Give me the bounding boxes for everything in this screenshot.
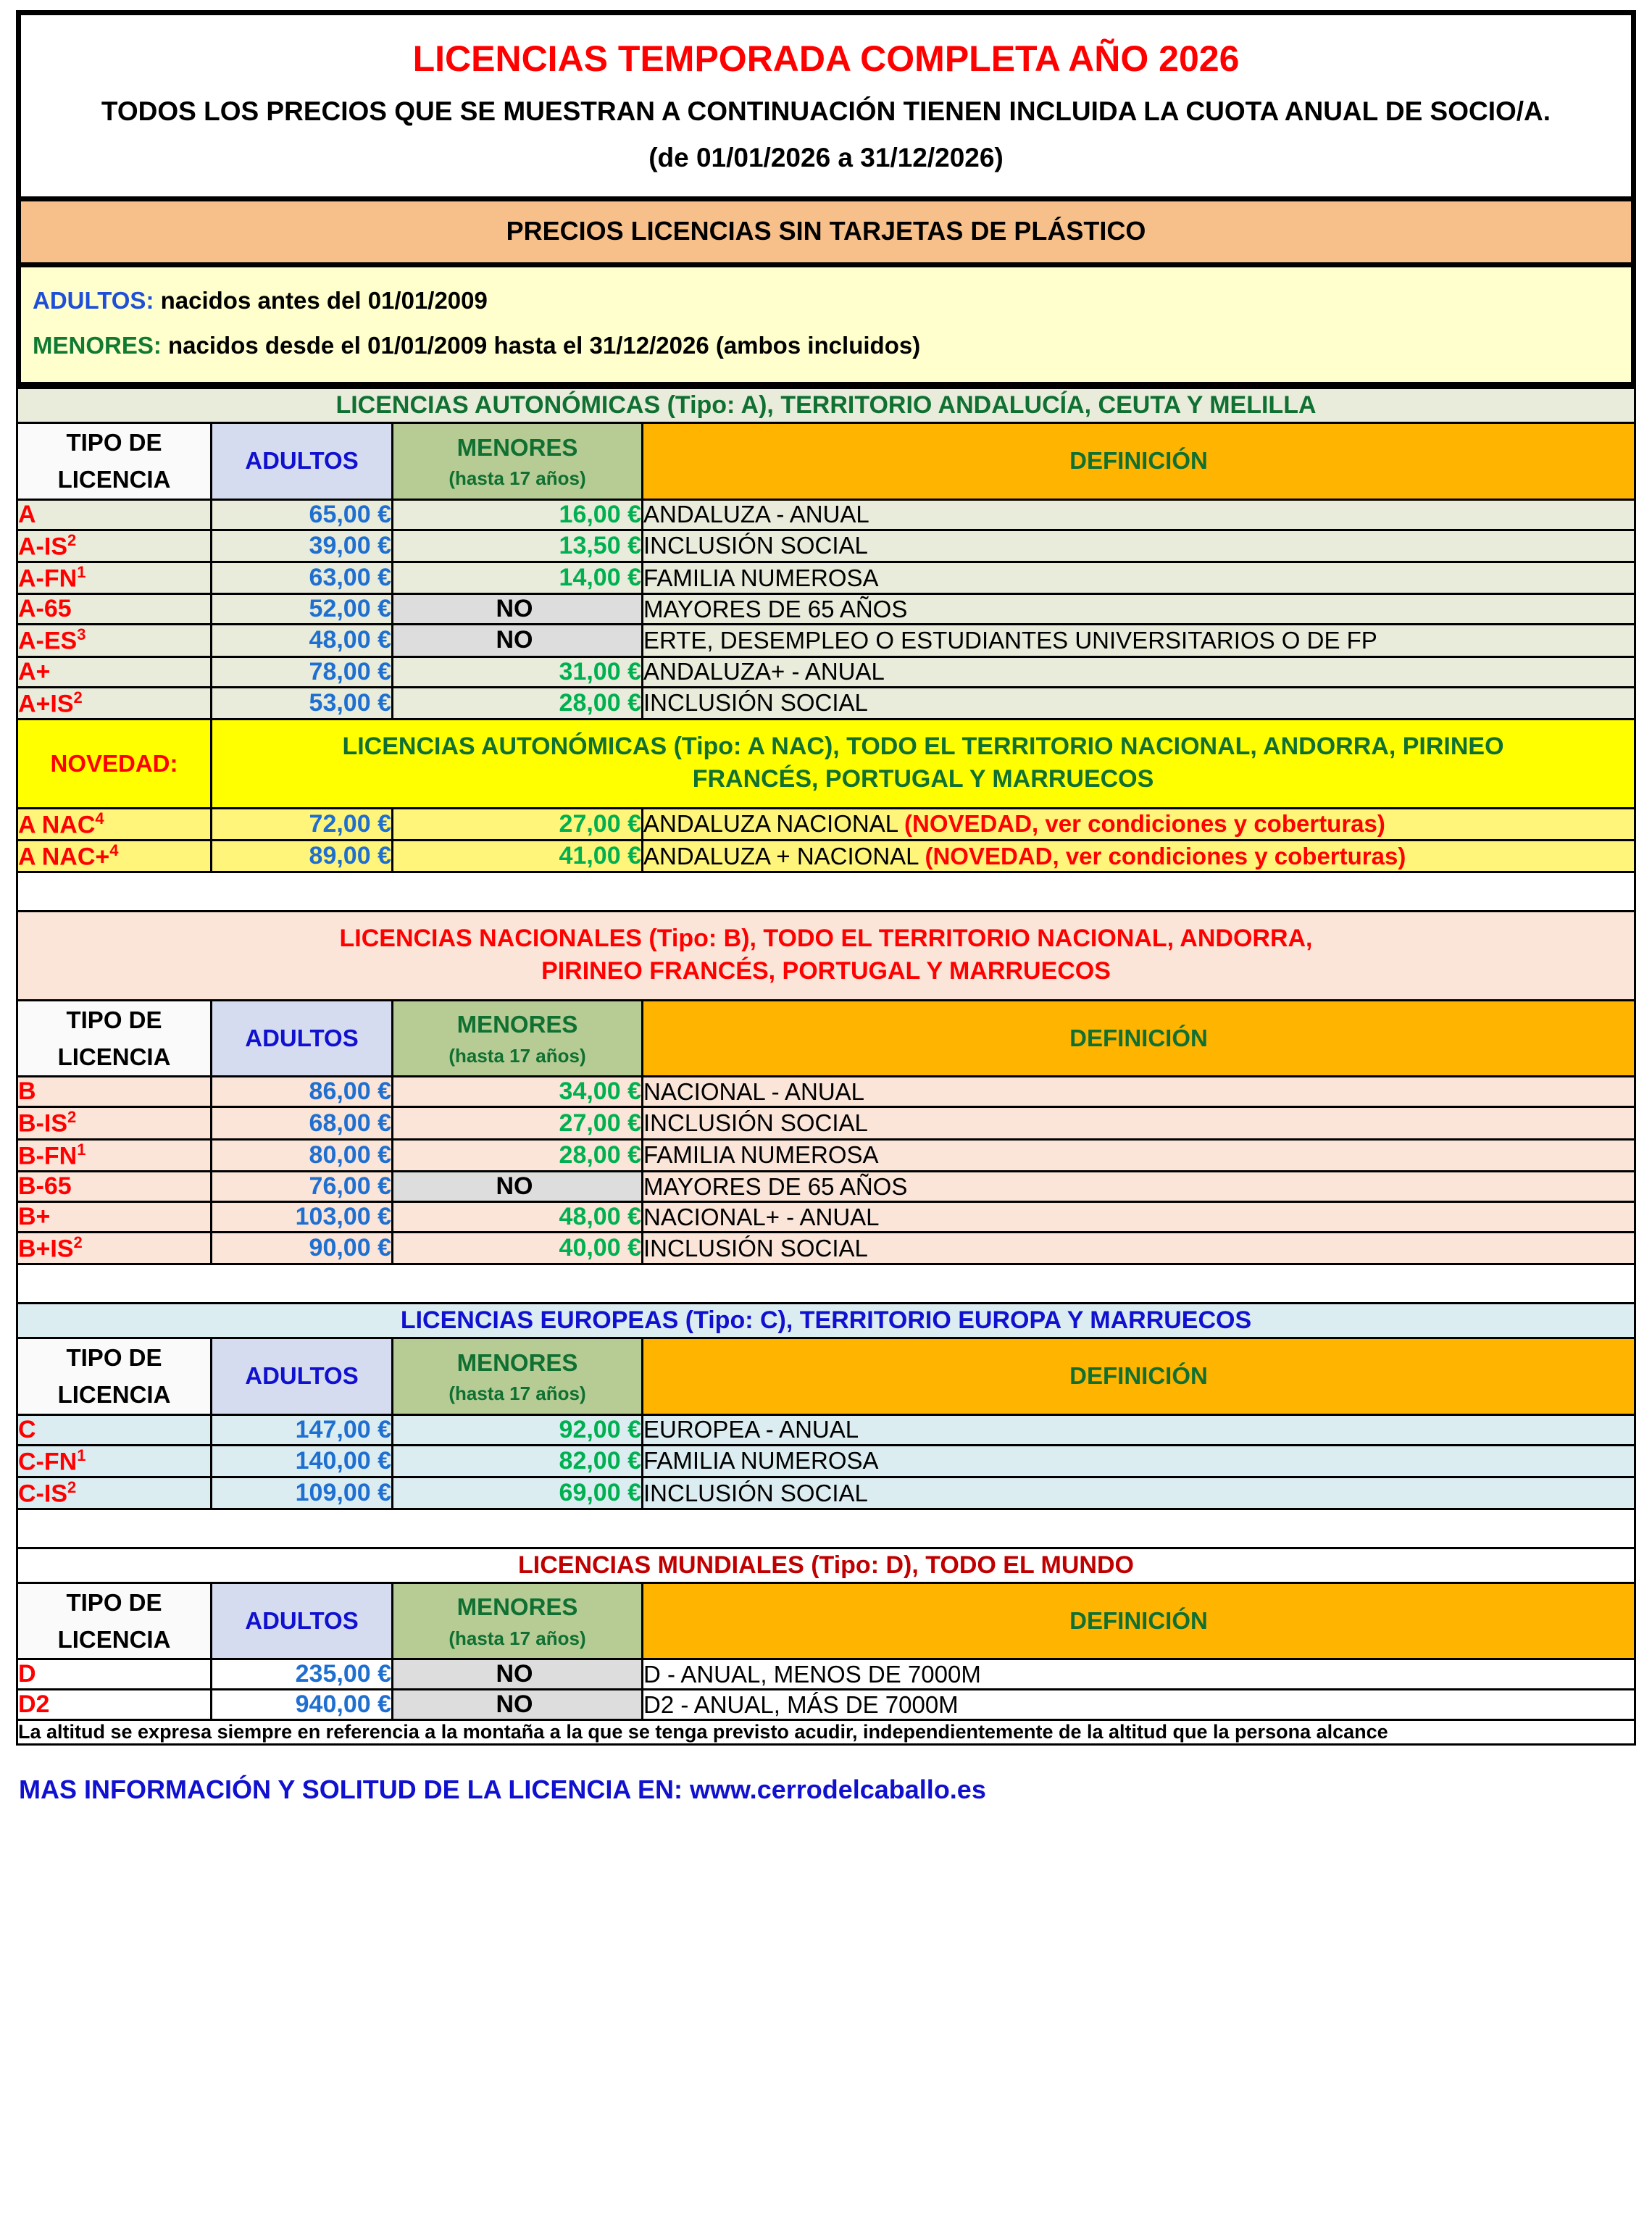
row-tipo-text: C-FN: [18, 1447, 78, 1475]
row-adultos: 65,00 €: [212, 499, 393, 530]
row-menores: 92,00 €: [393, 1414, 643, 1445]
row-menores: 13,50 €: [393, 530, 643, 562]
page-subtitle: TODOS LOS PRECIOS QUE SE MUESTRAN A CONTINUACIÓN TIENEN INCLUIDA LA CUOTA ANUAL DE SOCIO/A.: [101, 96, 1551, 126]
row-adultos: 147,00 €: [212, 1414, 393, 1445]
row-tipo: [17, 687, 212, 719]
page-title: LICENCIAS TEMPORADA COMPLETA AÑO 2026: [412, 38, 1240, 79]
table-row: [17, 1202, 1635, 1233]
row-adultos: 940,00 €: [212, 1690, 393, 1720]
col-header-menores-main: MENORES: [456, 433, 578, 461]
col-header-menores-main: MENORES: [456, 1593, 578, 1621]
row-tipo: [17, 1233, 212, 1264]
row-definicion-highlight: (NOVEDAD, ver condiciones y coberturas): [925, 842, 1406, 870]
validity-dates: (de 01/01/2026 a 31/12/2026): [648, 143, 1004, 173]
row-tipo-sup: 2: [73, 688, 83, 706]
col-header-tipo: [17, 1001, 212, 1077]
row-definicion: INCLUSIÓN SOCIAL: [643, 1477, 1635, 1509]
row-tipo: [17, 1477, 212, 1509]
row-tipo: [17, 530, 212, 562]
col-header-tipo-line2: LICENCIA: [57, 1043, 171, 1071]
col-header-menores: [393, 1001, 643, 1077]
col-header-menores: [393, 1338, 643, 1414]
row-tipo: [17, 1107, 212, 1139]
row-adultos: 63,00 €: [212, 562, 393, 593]
section-a-title-row: [17, 388, 1635, 423]
col-header-adultos: ADULTOS: [212, 1583, 393, 1659]
table-row: [17, 1690, 1635, 1720]
row-tipo-sup: 2: [67, 1477, 77, 1496]
col-header-definicion: DEFINICIÓN: [643, 1001, 1635, 1077]
section-anac-title: [212, 719, 1635, 808]
row-adultos: 80,00 €: [212, 1139, 393, 1171]
section-b-header-row: [17, 1001, 1635, 1077]
row-menores: NO: [393, 1172, 643, 1202]
row-definicion: [643, 841, 1635, 872]
row-menores: NO: [393, 625, 643, 656]
row-tipo-sup: 4: [109, 841, 119, 860]
row-menores: 69,00 €: [393, 1477, 643, 1509]
col-header-tipo: [17, 1583, 212, 1659]
row-adultos: 72,00 €: [212, 808, 393, 840]
row-menores: NO: [393, 594, 643, 625]
legend-adultos-text: nacidos antes del 01/01/2009: [154, 286, 488, 314]
table-row: [17, 1172, 1635, 1202]
col-header-definicion: DEFINICIÓN: [643, 1338, 1635, 1414]
section-c-header-row: [17, 1338, 1635, 1414]
legend-adultos: [33, 288, 1619, 314]
row-tipo: [17, 499, 212, 530]
row-tipo-text: A: [18, 500, 36, 528]
row-definicion-text: ANDALUZA + NACIONAL: [643, 842, 925, 870]
table-row: [17, 808, 1635, 840]
more-info-note: MAS INFORMACIÓN Y SOLITUD DE LA LICENCIA EN: www.cerrodelcaballo.es: [19, 1775, 986, 1805]
section-anac-title-row: [17, 719, 1635, 808]
table-row: [17, 1659, 1635, 1690]
plastic-cards-strip-frame: [16, 201, 1636, 267]
table-row: [17, 1414, 1635, 1445]
col-header-tipo-line2: LICENCIA: [57, 466, 171, 493]
title-block: [21, 15, 1631, 196]
row-tipo-text: C-IS: [18, 1480, 67, 1508]
row-tipo-text: D: [18, 1660, 36, 1688]
row-tipo: [17, 562, 212, 593]
table-row: [17, 499, 1635, 530]
section-spacer: [17, 872, 1635, 912]
col-header-tipo-line1: TIPO DE: [66, 1589, 162, 1617]
table-row: [17, 1139, 1635, 1171]
row-tipo-sup: 1: [77, 1140, 86, 1159]
row-definicion: ANDALUZA+ - ANUAL: [643, 656, 1635, 687]
title-frame: [16, 10, 1636, 201]
col-header-definicion: DEFINICIÓN: [643, 1583, 1635, 1659]
row-tipo-text: B-FN: [18, 1142, 78, 1170]
row-menores: 34,00 €: [393, 1077, 643, 1107]
row-menores: 40,00 €: [393, 1233, 643, 1264]
row-definicion: INCLUSIÓN SOCIAL: [643, 530, 1635, 562]
section-b-title-row: [17, 912, 1635, 1001]
col-header-tipo: [17, 423, 212, 499]
row-tipo-text: A-ES: [18, 627, 78, 655]
row-definicion: INCLUSIÓN SOCIAL: [643, 687, 1635, 719]
row-tipo: [17, 1202, 212, 1233]
table-row: [17, 1477, 1635, 1509]
row-tipo-text: B-65: [18, 1172, 72, 1201]
row-definicion-text: ANDALUZA NACIONAL: [643, 810, 905, 838]
row-tipo-sup: 2: [67, 1108, 77, 1127]
row-tipo-text: D2: [18, 1690, 50, 1719]
altitude-footnote: La altitud se expresa siempre en referencia a la montaña a la que se tenga previsto acudir, independientemente de la altitud que la persona alcance: [17, 1720, 1635, 1745]
row-tipo-text: B: [18, 1077, 36, 1106]
row-adultos: 68,00 €: [212, 1107, 393, 1139]
row-tipo: [17, 1659, 212, 1690]
section-d-title-row: [17, 1548, 1635, 1583]
row-menores: 82,00 €: [393, 1445, 643, 1477]
table-row: [17, 1107, 1635, 1139]
row-definicion: FAMILIA NUMEROSA: [643, 562, 1635, 593]
row-adultos: 78,00 €: [212, 656, 393, 687]
legend-frame: [16, 267, 1636, 388]
col-header-menores-main: MENORES: [456, 1348, 578, 1376]
row-adultos: 235,00 €: [212, 1659, 393, 1690]
row-tipo: [17, 1139, 212, 1171]
row-menores: 41,00 €: [393, 841, 643, 872]
section-anac-title-line1: LICENCIAS AUTONÓMICAS (Tipo: A NAC), TODO EL TERRITORIO NACIONAL, ANDORRA, PIRINEO: [342, 732, 1504, 760]
row-tipo: [17, 1445, 212, 1477]
row-tipo: [17, 1077, 212, 1107]
row-tipo-text: B-IS: [18, 1109, 67, 1138]
row-definicion: MAYORES DE 65 AÑOS: [643, 594, 1635, 625]
row-tipo: [17, 808, 212, 840]
row-tipo: [17, 841, 212, 872]
table-row: [17, 656, 1635, 687]
row-adultos: 39,00 €: [212, 530, 393, 562]
row-definicion: INCLUSIÓN SOCIAL: [643, 1107, 1635, 1139]
col-header-tipo-line1: TIPO DE: [66, 1344, 162, 1372]
row-adultos: 53,00 €: [212, 687, 393, 719]
legend-menores: [33, 333, 1619, 359]
col-header-adultos: ADULTOS: [212, 1001, 393, 1077]
col-header-adultos: ADULTOS: [212, 1338, 393, 1414]
col-header-menores-sub: (hasta 17 años): [449, 1382, 586, 1404]
row-tipo: [17, 1172, 212, 1202]
row-tipo-text: A+: [18, 657, 51, 685]
row-menores: NO: [393, 1659, 643, 1690]
col-header-definicion: DEFINICIÓN: [643, 423, 1635, 499]
novedad-badge: NOVEDAD:: [17, 719, 212, 808]
col-header-menores-main: MENORES: [456, 1011, 578, 1038]
row-tipo: [17, 1690, 212, 1720]
row-adultos: 109,00 €: [212, 1477, 393, 1509]
section-a-title: LICENCIAS AUTONÓMICAS (Tipo: A), TERRITORIO ANDALUCÍA, CEUTA Y MELILLA: [17, 388, 1635, 423]
col-header-tipo-line1: TIPO DE: [66, 1006, 162, 1034]
row-menores: 28,00 €: [393, 1139, 643, 1171]
row-definicion: FAMILIA NUMEROSA: [643, 1139, 1635, 1171]
row-tipo: [17, 1414, 212, 1445]
row-tipo-text: A-FN: [18, 564, 78, 593]
row-tipo-text: A NAC+: [18, 843, 110, 871]
col-header-menores-sub: (hasta 17 años): [449, 1627, 586, 1649]
row-definicion: NACIONAL - ANUAL: [643, 1077, 1635, 1107]
row-menores: 27,00 €: [393, 1107, 643, 1139]
legend-menores-text: nacidos desde el 01/01/2009 hasta el 31/12/2026 (ambos incluidos): [161, 332, 921, 359]
row-tipo: [17, 594, 212, 625]
row-adultos: 48,00 €: [212, 625, 393, 656]
section-b-title: [17, 912, 1635, 1001]
row-definicion: EUROPEA - ANUAL: [643, 1414, 1635, 1445]
table-row: [17, 625, 1635, 656]
row-menores: 31,00 €: [393, 656, 643, 687]
table-row: [17, 687, 1635, 719]
section-c-title: LICENCIAS EUROPEAS (Tipo: C), TERRITORIO EUROPA Y MARRUECOS: [17, 1304, 1635, 1338]
row-tipo-text: B+: [18, 1203, 51, 1231]
row-tipo-sup: 3: [77, 625, 86, 644]
legend-menores-label: MENORES:: [33, 332, 162, 359]
row-adultos: 52,00 €: [212, 594, 393, 625]
row-tipo-text: A-IS: [18, 532, 67, 560]
legend-adultos-label: ADULTOS:: [33, 286, 154, 314]
row-tipo-sup: 4: [95, 809, 104, 827]
row-tipo: [17, 656, 212, 687]
section-anac-title-line2: FRANCÉS, PORTUGAL Y MARRUECOS: [692, 764, 1154, 793]
row-definicion: ERTE, DESEMPLEO O ESTUDIANTES UNIVERSITARIOS O DE FP: [643, 625, 1635, 656]
row-menores: 14,00 €: [393, 562, 643, 593]
row-adultos: 90,00 €: [212, 1233, 393, 1264]
table-row: [17, 562, 1635, 593]
table-row: [17, 841, 1635, 872]
table-row: [17, 1233, 1635, 1264]
row-definicion: ANDALUZA - ANUAL: [643, 499, 1635, 530]
section-b-title-line2: PIRINEO FRANCÉS, PORTUGAL Y MARRUECOS: [541, 957, 1111, 985]
row-tipo-sup: 1: [77, 1446, 86, 1464]
col-header-tipo: [17, 1338, 212, 1414]
row-definicion: INCLUSIÓN SOCIAL: [643, 1233, 1635, 1264]
row-adultos: 103,00 €: [212, 1202, 393, 1233]
row-tipo-sup: 2: [67, 530, 77, 549]
row-definicion-highlight: (NOVEDAD, ver condiciones y coberturas): [904, 810, 1385, 838]
row-tipo-text: A-65: [18, 595, 72, 623]
row-tipo-sup: 1: [77, 562, 86, 581]
row-tipo-sup: 2: [73, 1233, 83, 1252]
row-tipo: [17, 625, 212, 656]
row-adultos: 76,00 €: [212, 1172, 393, 1202]
col-header-menores-sub: (hasta 17 años): [449, 467, 586, 489]
section-spacer: [17, 1264, 1635, 1304]
table-row: [17, 1077, 1635, 1107]
row-definicion: D2 - ANUAL, MÁS DE 7000M: [643, 1690, 1635, 1720]
row-menores: 48,00 €: [393, 1202, 643, 1233]
section-b-title-line1: LICENCIAS NACIONALES (Tipo: B), TODO EL TERRITORIO NACIONAL, ANDORRA,: [339, 925, 1313, 953]
section-c-title-row: [17, 1304, 1635, 1338]
table-row: [17, 594, 1635, 625]
row-definicion: D - ANUAL, MENOS DE 7000M: [643, 1659, 1635, 1690]
row-adultos: 89,00 €: [212, 841, 393, 872]
col-header-tipo-line2: LICENCIA: [57, 1626, 171, 1654]
licenses-table: [16, 387, 1636, 1746]
table-row: [17, 530, 1635, 562]
row-tipo-text: C: [18, 1415, 36, 1443]
row-definicion: NACIONAL+ - ANUAL: [643, 1202, 1635, 1233]
col-header-menores: [393, 1583, 643, 1659]
row-menores: NO: [393, 1690, 643, 1720]
col-header-menores-sub: (hasta 17 años): [449, 1044, 586, 1067]
row-tipo-text: B+IS: [18, 1235, 74, 1263]
col-header-tipo-line1: TIPO DE: [66, 429, 162, 456]
footnote-row: [17, 1720, 1635, 1745]
col-header-tipo-line2: LICENCIA: [57, 1381, 171, 1409]
col-header-menores: [393, 423, 643, 499]
row-tipo-text: A+IS: [18, 689, 74, 717]
col-header-adultos: ADULTOS: [212, 423, 393, 499]
row-tipo-text: A NAC: [18, 811, 96, 839]
section-a-header-row: [17, 423, 1635, 499]
row-adultos: 86,00 €: [212, 1077, 393, 1107]
row-definicion: FAMILIA NUMEROSA: [643, 1445, 1635, 1477]
row-adultos: 140,00 €: [212, 1445, 393, 1477]
row-menores: 28,00 €: [393, 687, 643, 719]
section-spacer: [17, 1509, 1635, 1548]
table-row: [17, 1445, 1635, 1477]
section-d-header-row: [17, 1583, 1635, 1659]
row-definicion: [643, 808, 1635, 840]
plastic-cards-strip: PRECIOS LICENCIAS SIN TARJETAS DE PLÁSTICO: [21, 201, 1631, 262]
legend-box: [21, 267, 1631, 383]
row-menores: 16,00 €: [393, 499, 643, 530]
row-definicion: MAYORES DE 65 AÑOS: [643, 1172, 1635, 1202]
row-menores: 27,00 €: [393, 808, 643, 840]
section-d-title: LICENCIAS MUNDIALES (Tipo: D), TODO EL MUNDO: [17, 1548, 1635, 1583]
